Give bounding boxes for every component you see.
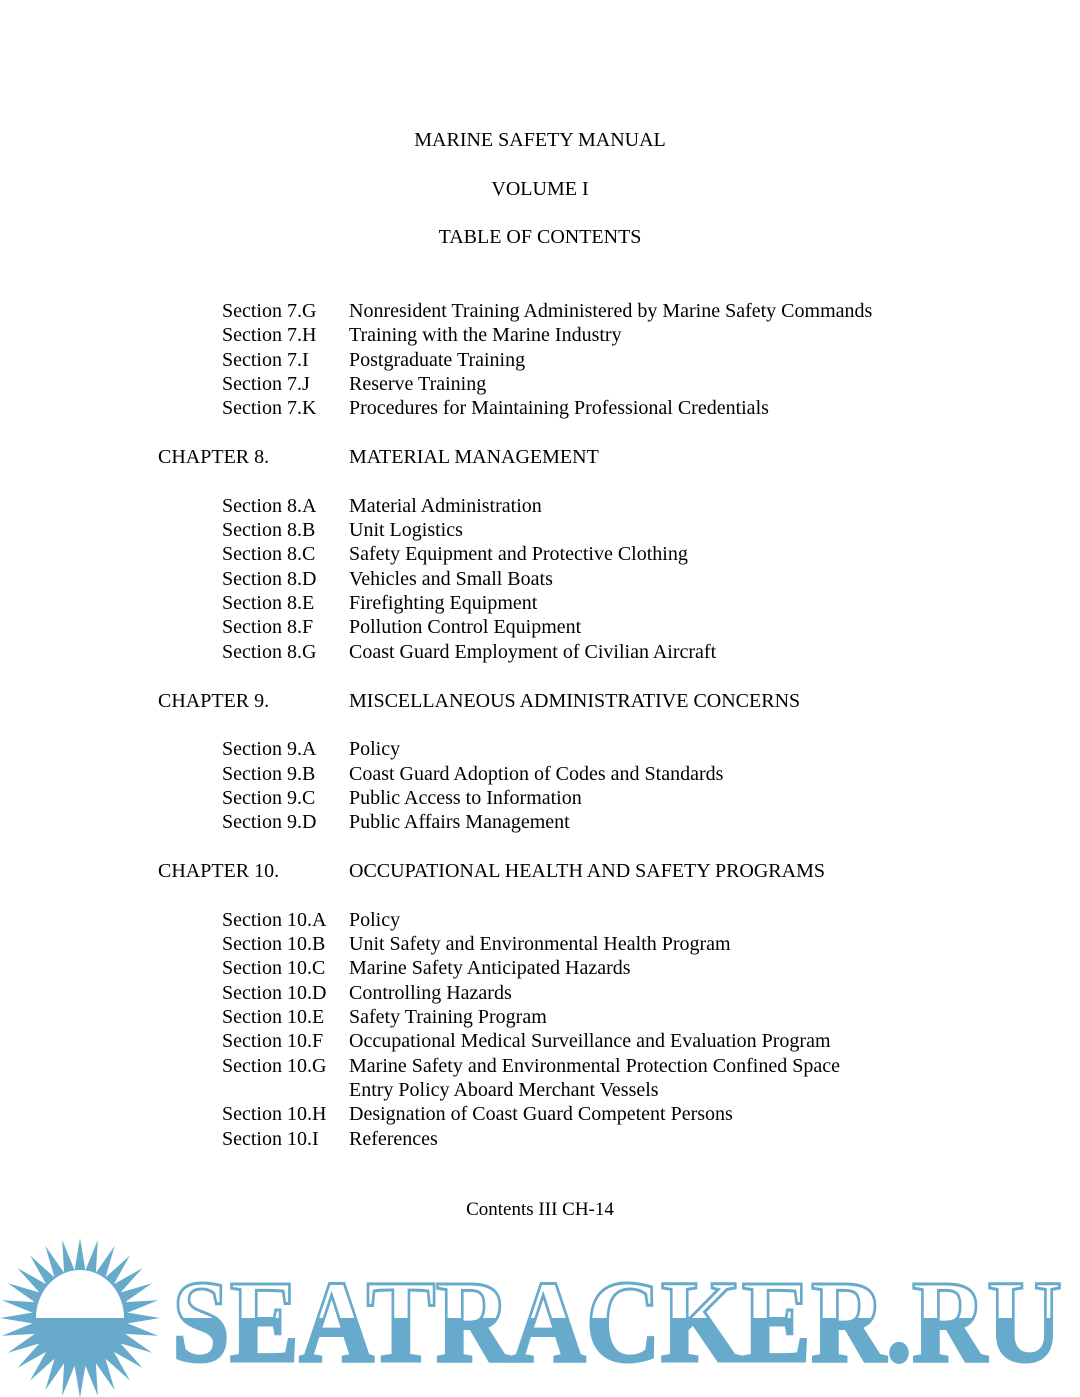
section-title: Safety Equipment and Protective Clothing <box>349 543 688 566</box>
table-of-contents <box>0 299 1080 1151</box>
volume-title: VOLUME I <box>491 178 589 200</box>
section-title: Postgraduate Training <box>349 348 526 371</box>
section-label: Section 10.F <box>222 1030 324 1053</box>
toc-section-row <box>0 396 1080 420</box>
toc-chapter-row <box>0 859 1080 883</box>
toc-section-row <box>0 981 1080 1005</box>
section-label: Section 7.I <box>222 348 309 371</box>
chapter-title: MATERIAL MANAGEMENT <box>349 446 599 469</box>
section-label: Section 10.C <box>222 957 326 980</box>
section-label: Section 9.C <box>222 786 316 809</box>
toc-section-row <box>0 786 1080 810</box>
toc-section-row <box>0 932 1080 956</box>
section-title: Designation of Coast Guard Competent Persons <box>349 1103 733 1126</box>
blank-line <box>0 713 1080 737</box>
blank-line <box>0 883 1080 907</box>
toc-section-row <box>0 1005 1080 1029</box>
section-title: Training with the Marine Industry <box>349 324 622 347</box>
section-title: Entry Policy Aboard Merchant Vessels <box>349 1079 659 1101</box>
toc-section-row <box>0 591 1080 615</box>
toc-section-row <box>0 640 1080 664</box>
section-label: Section 10.D <box>222 981 327 1004</box>
toc-section-row <box>0 810 1080 834</box>
section-title: Policy <box>349 738 401 761</box>
toc-section-row <box>0 762 1080 786</box>
section-label: Section 10.G <box>222 1054 327 1077</box>
toc-section-row <box>0 323 1080 347</box>
toc-section-row <box>0 1127 1080 1151</box>
toc-section-row <box>0 542 1080 566</box>
section-label: Section 8.C <box>222 543 316 566</box>
section-label: Section 10.A <box>222 908 327 931</box>
section-title: Material Administration <box>349 494 542 517</box>
section-title: Firefighting Equipment <box>349 592 538 615</box>
section-label: Section 8.A <box>222 494 317 517</box>
section-label: Section 7.K <box>222 397 317 420</box>
section-title: Reserve Training <box>349 373 487 396</box>
toc-section-row <box>0 1102 1080 1126</box>
toc-section-row <box>0 1054 1080 1078</box>
section-label: Section 10.E <box>222 1005 325 1028</box>
section-label: Section 7.H <box>222 324 317 347</box>
section-title: Coast Guard Adoption of Codes and Standards <box>349 762 724 785</box>
chapter-title: OCCUPATIONAL HEALTH AND SAFETY PROGRAMS <box>349 859 825 882</box>
toc-section-row <box>0 1029 1080 1053</box>
toc-section-row <box>0 615 1080 639</box>
section-title: Policy <box>349 908 401 931</box>
chapter-label: CHAPTER 10. <box>158 859 280 882</box>
toc-section-row <box>0 372 1080 396</box>
toc-section-row <box>0 567 1080 591</box>
blank-line <box>0 835 1080 859</box>
watermark-logo <box>0 1235 1080 1397</box>
toc-section-row <box>0 956 1080 980</box>
toc-section-row <box>0 348 1080 372</box>
section-title: Nonresident Training Administered by Marine Safety Commands <box>349 300 873 322</box>
section-title: Unit Logistics <box>349 519 463 542</box>
section-label: Section 10.I <box>222 1127 319 1150</box>
toc-chapter-row <box>0 445 1080 469</box>
section-title: Public Affairs Management <box>349 811 570 834</box>
section-label: Section 8.B <box>222 519 316 542</box>
section-title: Unit Safety and Environmental Health Program <box>349 932 731 955</box>
section-title: References <box>349 1127 438 1150</box>
section-label: Section 10.H <box>222 1103 327 1126</box>
section-title: Pollution Control Equipment <box>349 616 582 639</box>
section-label: Section 8.G <box>222 640 317 663</box>
section-title: Procedures for Maintaining Professional Credentials <box>349 397 769 420</box>
toc-chapter-row <box>0 689 1080 713</box>
watermark-text: SEATRACKER.RU <box>172 1256 1062 1387</box>
section-label: Section 7.J <box>222 373 310 396</box>
section-title: Safety Training Program <box>349 1005 547 1028</box>
toc-section-row <box>0 908 1080 932</box>
toc-section-row <box>0 518 1080 542</box>
toc-heading: TABLE OF CONTENTS <box>438 226 642 248</box>
toc-section-row <box>0 494 1080 518</box>
section-title: Marine Safety and Environmental Protection Confined Space <box>349 1054 840 1077</box>
section-title: Controlling Hazards <box>349 981 512 1004</box>
section-label: Section 8.E <box>222 592 315 615</box>
page-footer: Contents III CH-14 <box>466 1199 614 1220</box>
blank-line <box>0 421 1080 445</box>
chapter-label: CHAPTER 9. <box>158 689 270 712</box>
section-label: Section 9.B <box>222 762 316 785</box>
toc-section-row <box>0 737 1080 761</box>
sun-icon <box>0 1238 160 1397</box>
section-title: Occupational Medical Surveillance and Evaluation Program <box>349 1030 831 1053</box>
section-label: Section 9.A <box>222 738 317 761</box>
section-title: Marine Safety Anticipated Hazards <box>349 957 631 980</box>
chapter-title: MISCELLANEOUS ADMINISTRATIVE CONCERNS <box>349 689 801 712</box>
section-label: Section 10.B <box>222 932 326 955</box>
section-label: Section 8.F <box>222 616 314 639</box>
blank-line <box>0 664 1080 688</box>
section-label: Section 9.D <box>222 811 317 834</box>
section-label: Section 7.G <box>222 300 317 322</box>
section-label: Section 8.D <box>222 567 317 590</box>
blank-line <box>0 469 1080 493</box>
section-title: Coast Guard Employment of Civilian Aircraft <box>349 640 717 663</box>
toc-section-row <box>0 1078 1080 1102</box>
chapter-label: CHAPTER 8. <box>158 446 270 469</box>
section-title: Vehicles and Small Boats <box>349 567 553 590</box>
toc-section-row <box>0 299 1080 323</box>
section-title: Public Access to Information <box>349 786 582 809</box>
manual-title: MARINE SAFETY MANUAL <box>414 129 666 151</box>
